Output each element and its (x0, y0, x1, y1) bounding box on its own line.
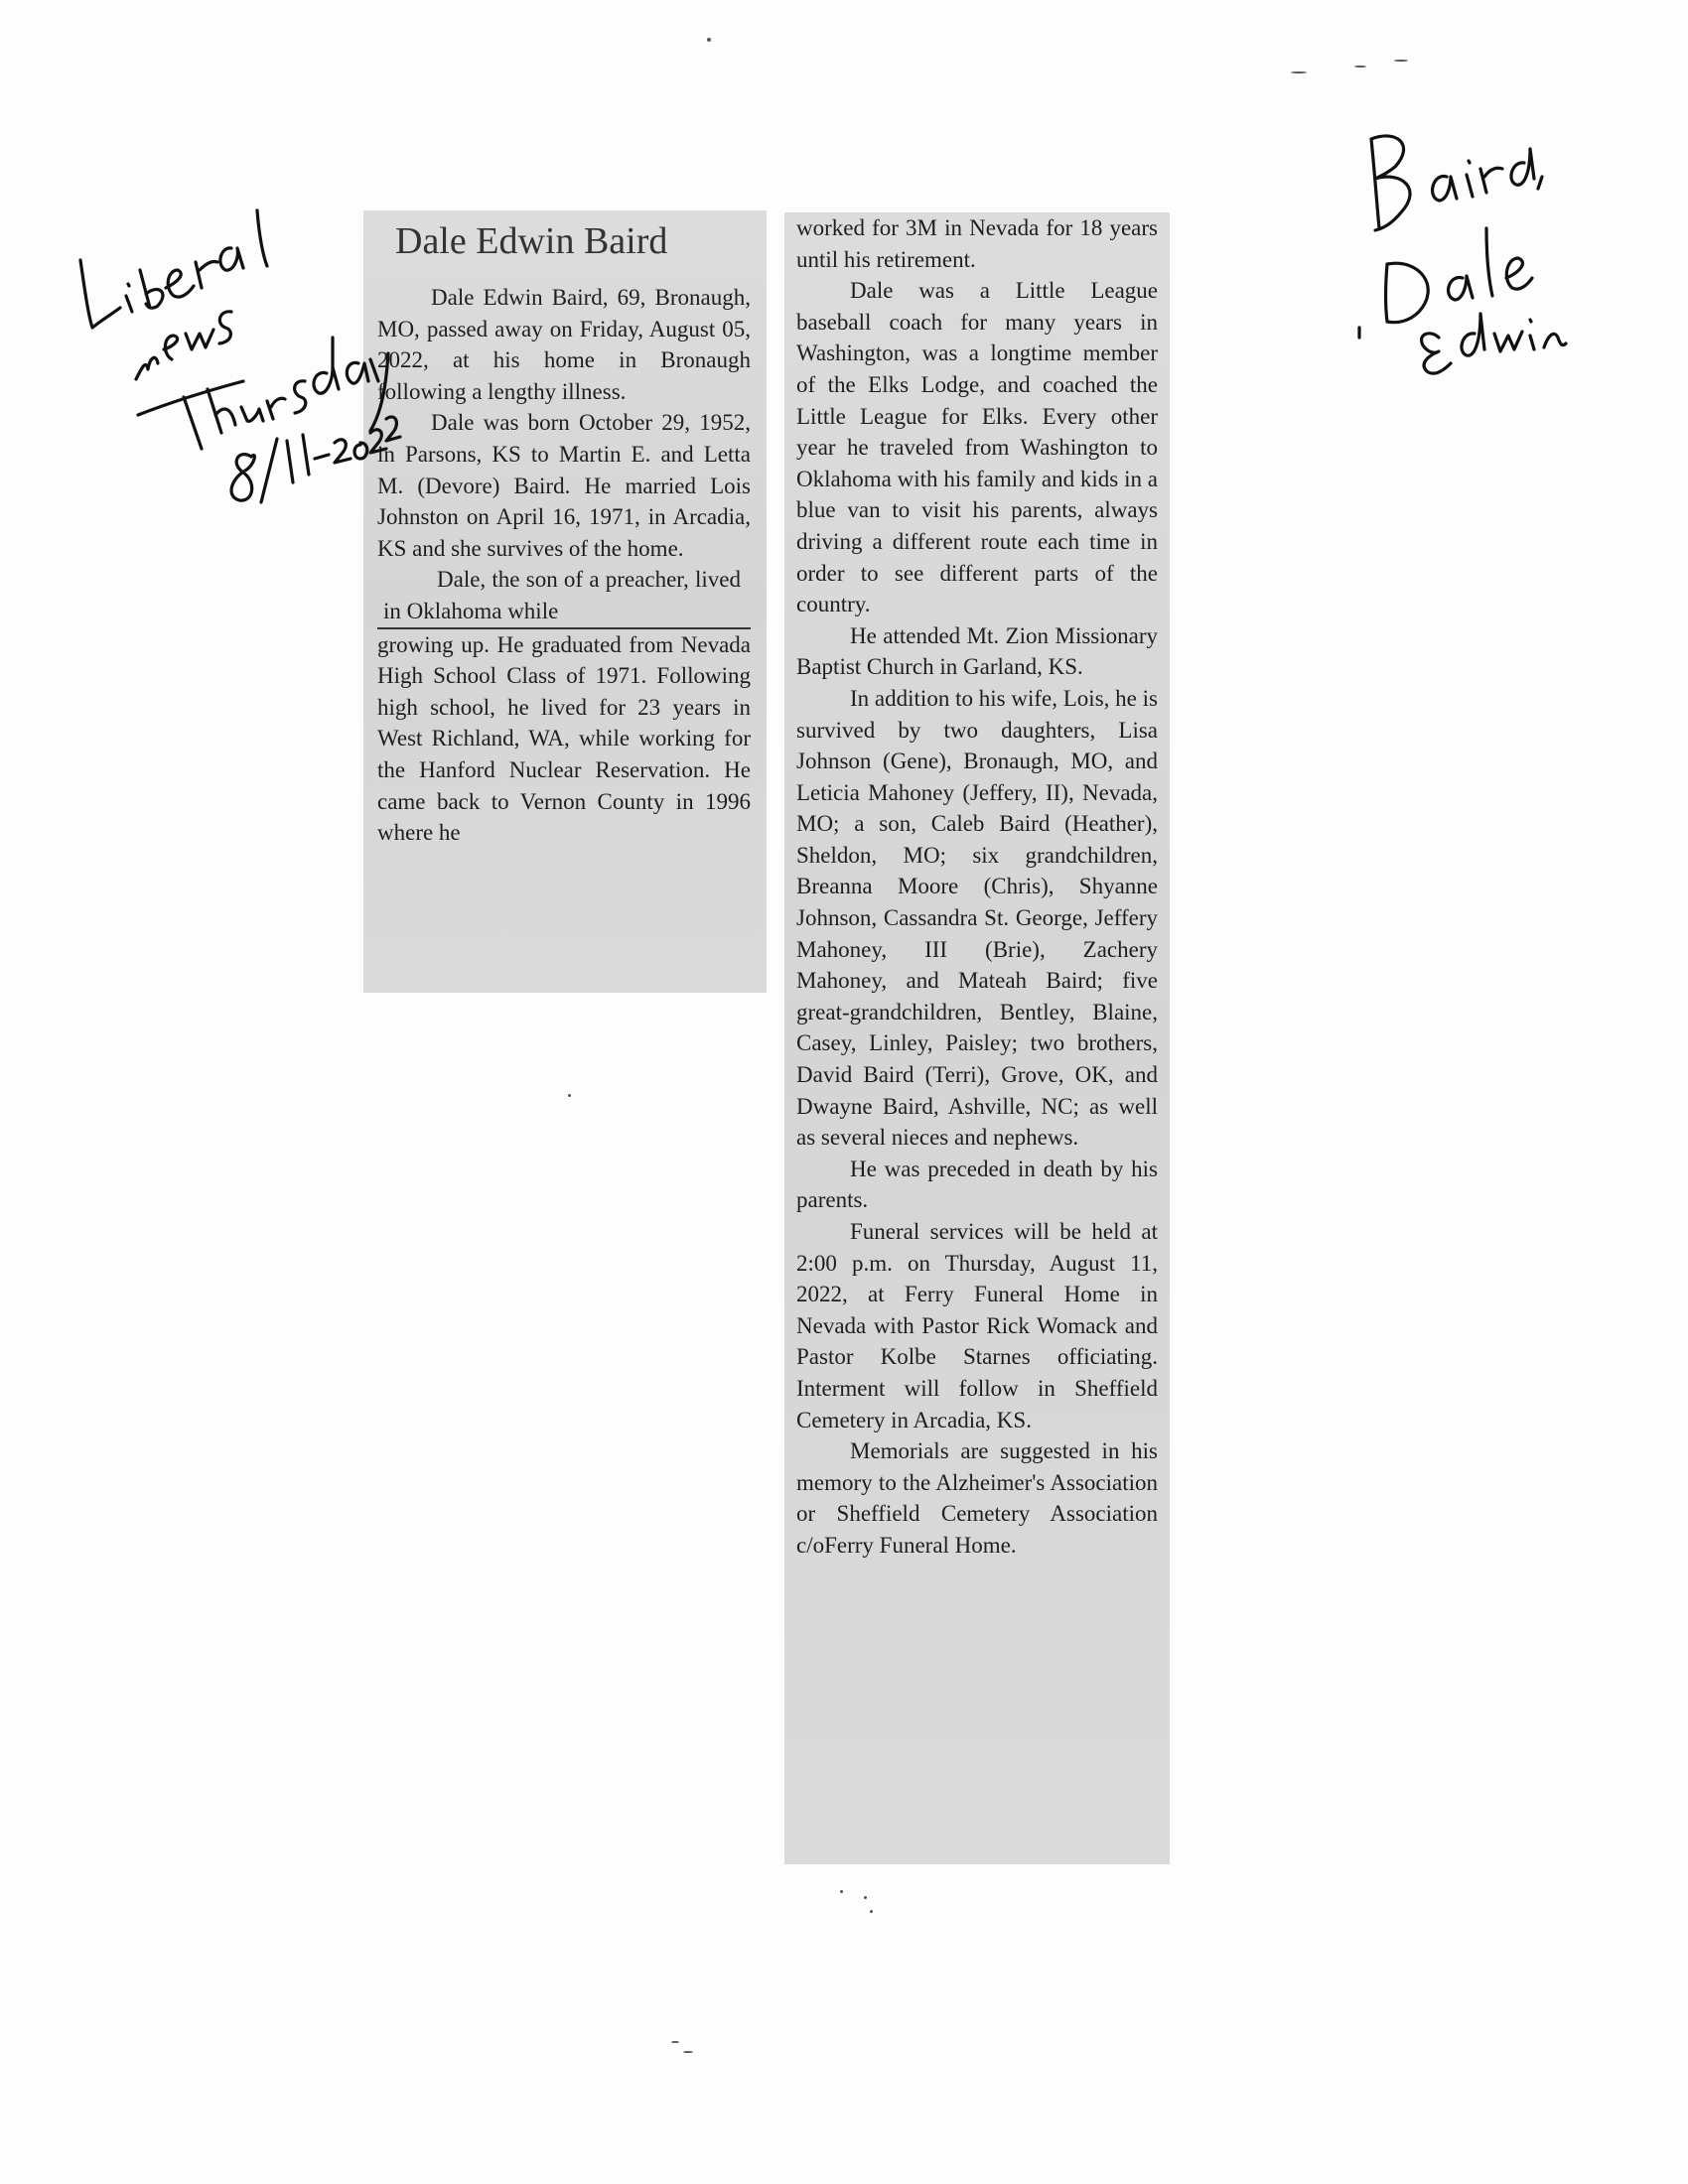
paragraph-retirement: worked for 3M in Nevada for 18 years until his retirement. (796, 215, 1158, 272)
paragraph-survivors: In addition to his wife, Lois, he is survived by two daughters, Lisa Johnson (Gene), Bronaugh, MO, and Leticia Mahoney (Jeffery, II), Nevada, MO; a son, Caleb Baird (Heather), Sheldon, MO; six grandchildren, Breanna Moore (Chris), Shyanne Johnson, Cassandra St. George, Jeffery Mahoney, III (Brie), Zachery Mahoney, and Mateah Baird; five great-grandchildren, Bentley, Blaine, Casey, Linley, Paisley; two brothers, David Baird (Terri), Grove, OK, and Dwayne Baird, Ashville, NC; as well as several nieces and nephews. (796, 685, 1158, 1151)
obituary-headline: Dale Edwin Baird (395, 220, 668, 262)
paragraph-memorials: Memorials are suggested in his memory to the Alzheimer's Association or Sheffield Cemetery Association c/oFerry Funeral Home. (796, 1438, 1158, 1558)
paragraph-preceded: He was preceded in death by his parents. (796, 1156, 1158, 1213)
scan-speck (864, 1896, 867, 1899)
scan-speck (870, 1910, 873, 1913)
scan-speck (568, 1094, 571, 1097)
paragraph-coaching-family: Dale was a Little League baseball coach for many years in Washington, was a longtime member of the Elks Lodge, and coached the Little League for Elks. Every other year he traveled from Washington to Oklahoma with his family and kids in a blue van to visit his parents, always driving a different route each time in order to see different parts of the country. (796, 278, 1158, 617)
scan-speck (1291, 71, 1307, 73)
handwritten-name-note (1336, 109, 1614, 377)
paragraph-childhood: Dale, the son of a preacher, lived in Oklahoma while (377, 564, 751, 628)
scan-speck (683, 2051, 693, 2053)
paragraph-church: He attended Mt. Zion Missionary Baptist Church in Garland, KS. (796, 622, 1158, 680)
scan-speck (1354, 66, 1366, 68)
paragraph-death-notice: Dale Edwin Baird, 69, Bronaugh, MO, passed away on Friday, August 05, 2022, at his home in Bronaugh following a lengthy illness. (377, 285, 751, 404)
scan-speck (840, 1890, 843, 1893)
scan-speck (707, 38, 711, 42)
paragraph-funeral-services: Funeral services will be held at 2:00 p.m. on Thursday, August 11, 2022, at Ferry Funeral Home in Nevada with Pastor Rick Womack and Pastor Kolbe Starnes officiating. Interment will follow in Sheffield Cemetery in Arcadia, KS. (796, 1219, 1158, 1433)
left-column-body (377, 282, 751, 849)
obituary-clipping-left-column (363, 210, 767, 993)
handwritten-source-note (55, 189, 392, 516)
scan-speck (671, 2041, 679, 2043)
paragraph-birth-marriage: Dale was born October 29, 1952, in Parsons, KS to Martin E. and Letta M. (Devore) Baird. He married Lois Johnston on April 16, 1971, in Arcadia, KS and she survives of the home. (377, 410, 751, 561)
right-column-body (796, 212, 1158, 1562)
obituary-clipping-right-column (784, 212, 1170, 1864)
scan-speck (1394, 60, 1408, 62)
paragraph-education-career: growing up. He graduated from Nevada High School Class of 1971. Following high school, he lived for 23 years in West Richland, WA, while working for the Hanford Nuclear Reservation. He came back to Vernon County in 1996 where he (377, 631, 751, 846)
